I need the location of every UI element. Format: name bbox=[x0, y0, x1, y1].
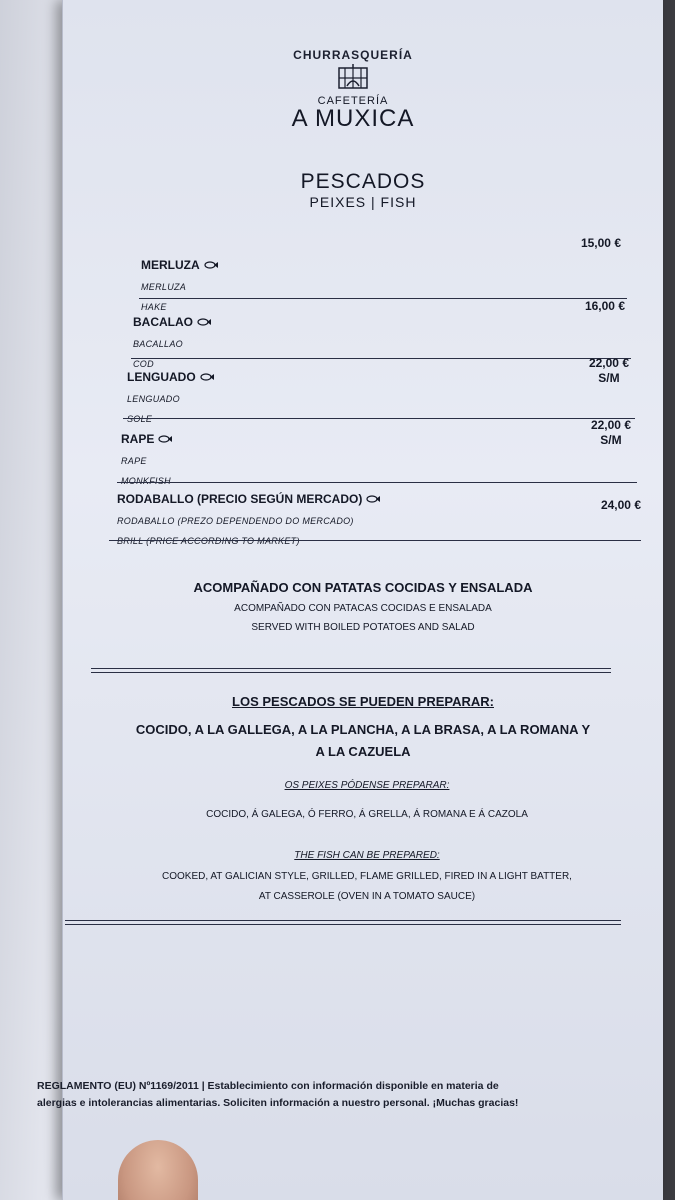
preparation-english-methods-line1: COOKED, AT GALICIAN STYLE, GRILLED, FLAME GRILLED, FIRED IN A LIGHT BATTER, bbox=[162, 871, 572, 882]
item-divider bbox=[117, 482, 637, 483]
item-english: BRILL (PRICE ACCORDING TO MARKET) bbox=[117, 536, 300, 546]
item-price-value: 15,00 € bbox=[580, 236, 621, 250]
preparation-spanish-methods-line2: A LA CAZUELA bbox=[315, 744, 411, 759]
item-divider bbox=[139, 298, 627, 299]
item-name-text: BACALAO bbox=[133, 315, 193, 329]
item-divider bbox=[109, 540, 641, 541]
item-name-text: RAPE bbox=[121, 432, 155, 446]
item-name bbox=[127, 370, 214, 384]
item-name-text: RODABALLO (PRECIO SEGÚN MERCADO) bbox=[117, 492, 363, 506]
preparation-galician-methods: COCIDO, Á GALEGA, Ó FERRO, Á GRELLA, Á ROMANA E Á CAZOLA bbox=[206, 809, 528, 820]
section-double-divider bbox=[65, 920, 621, 925]
item-price bbox=[585, 299, 625, 314]
item-price-value: 16,00 € bbox=[584, 299, 625, 313]
item-price-note: S/M bbox=[600, 433, 622, 447]
item-galician: RAPE bbox=[121, 456, 147, 466]
item-price-value: 22,00 € bbox=[590, 418, 631, 432]
item-english: HAKE bbox=[141, 302, 167, 312]
item-price-value: 24,00 € bbox=[600, 498, 641, 512]
fish-icon bbox=[200, 373, 214, 381]
preparation-galician-block bbox=[87, 780, 647, 825]
fish-icon bbox=[197, 318, 211, 326]
preparation-english-title: THE FISH CAN BE PREPARED: bbox=[294, 850, 440, 861]
preparation-spanish-methods-line1: COCIDO, A LA GALLEGA, A LA PLANCHA, A LA BRASA, A LA ROMANA Y bbox=[135, 722, 591, 737]
item-divider bbox=[123, 418, 635, 419]
item-name-text: MERLUZA bbox=[141, 258, 200, 272]
accompaniment-block bbox=[113, 580, 613, 633]
grill-emblem-icon bbox=[333, 64, 373, 94]
item-divider bbox=[131, 358, 631, 359]
accompaniment-galician: ACOMPAÑADO CON PATACAS COCIDAS E ENSALADA bbox=[234, 603, 492, 614]
item-galician: RODABALLO (PREZO DEPENDENDO DO MERCADO) bbox=[117, 516, 354, 526]
logo-top-text: CHURRASQUERÍA bbox=[293, 48, 413, 62]
restaurant-name: A MUXICA bbox=[291, 105, 415, 132]
item-galician: BACALLAO bbox=[133, 339, 183, 349]
item-galician: MERLUZA bbox=[141, 282, 187, 292]
accompaniment-english: SERVED WITH BOILED POTATOES AND SALAD bbox=[251, 622, 475, 633]
item-english: SOLE bbox=[127, 414, 153, 424]
item-english: MONKFISH bbox=[121, 476, 171, 486]
regulation-line2: alergias e intolerancias alimentarias. Soliciten información a nuestro personal. ¡Muchas gracias! bbox=[37, 1097, 519, 1109]
preparation-english-methods bbox=[87, 867, 647, 907]
preparation-block bbox=[83, 694, 643, 763]
accompaniment-spanish: ACOMPAÑADO CON PATATAS COCIDAS Y ENSALADA bbox=[193, 580, 533, 595]
item-name-text: LENGUADO bbox=[127, 370, 196, 384]
regulation-notice bbox=[37, 1078, 637, 1112]
item-price bbox=[591, 418, 631, 448]
menu-page bbox=[37, 0, 663, 1200]
preparation-spanish-title: LOS PESCADOS SE PUEDEN PREPARAR: bbox=[232, 694, 494, 709]
section-title: PESCADOS bbox=[300, 170, 426, 193]
preparation-english-methods-line2: AT CASSEROLE (OVEN IN A TOMATO SAUCE) bbox=[258, 891, 476, 902]
item-name bbox=[133, 315, 211, 329]
fish-icon bbox=[204, 261, 218, 269]
regulation-line1: REGLAMENTO (EU) Nº1169/2011 | Establecimiento con información disponible en materia de bbox=[37, 1080, 499, 1092]
preparation-spanish-methods bbox=[83, 719, 643, 763]
item-english: COD bbox=[133, 359, 154, 369]
restaurant-logo bbox=[278, 48, 428, 133]
section-subtitle: PEIXES | FISH bbox=[309, 194, 417, 210]
item-name bbox=[121, 432, 172, 446]
item-galician: LENGUADO bbox=[127, 394, 180, 404]
fish-icon bbox=[366, 495, 380, 503]
item-price-note: S/M bbox=[598, 371, 620, 385]
section-double-divider bbox=[91, 668, 611, 673]
preparation-english-block bbox=[87, 850, 647, 907]
item-name bbox=[117, 492, 380, 506]
menu-content bbox=[37, 0, 663, 1200]
menu-item bbox=[117, 490, 641, 546]
item-name bbox=[141, 258, 218, 272]
fish-icon bbox=[158, 435, 172, 443]
item-price bbox=[581, 236, 621, 251]
item-price-value: 22,00 € bbox=[588, 356, 629, 370]
item-price bbox=[601, 498, 641, 513]
logo-sub-text: CAFETERÍA bbox=[317, 95, 389, 107]
menu-item bbox=[141, 236, 621, 312]
preparation-galician-title: OS PEIXES PÓDENSE PREPARAR: bbox=[284, 780, 450, 791]
item-price bbox=[589, 356, 629, 386]
